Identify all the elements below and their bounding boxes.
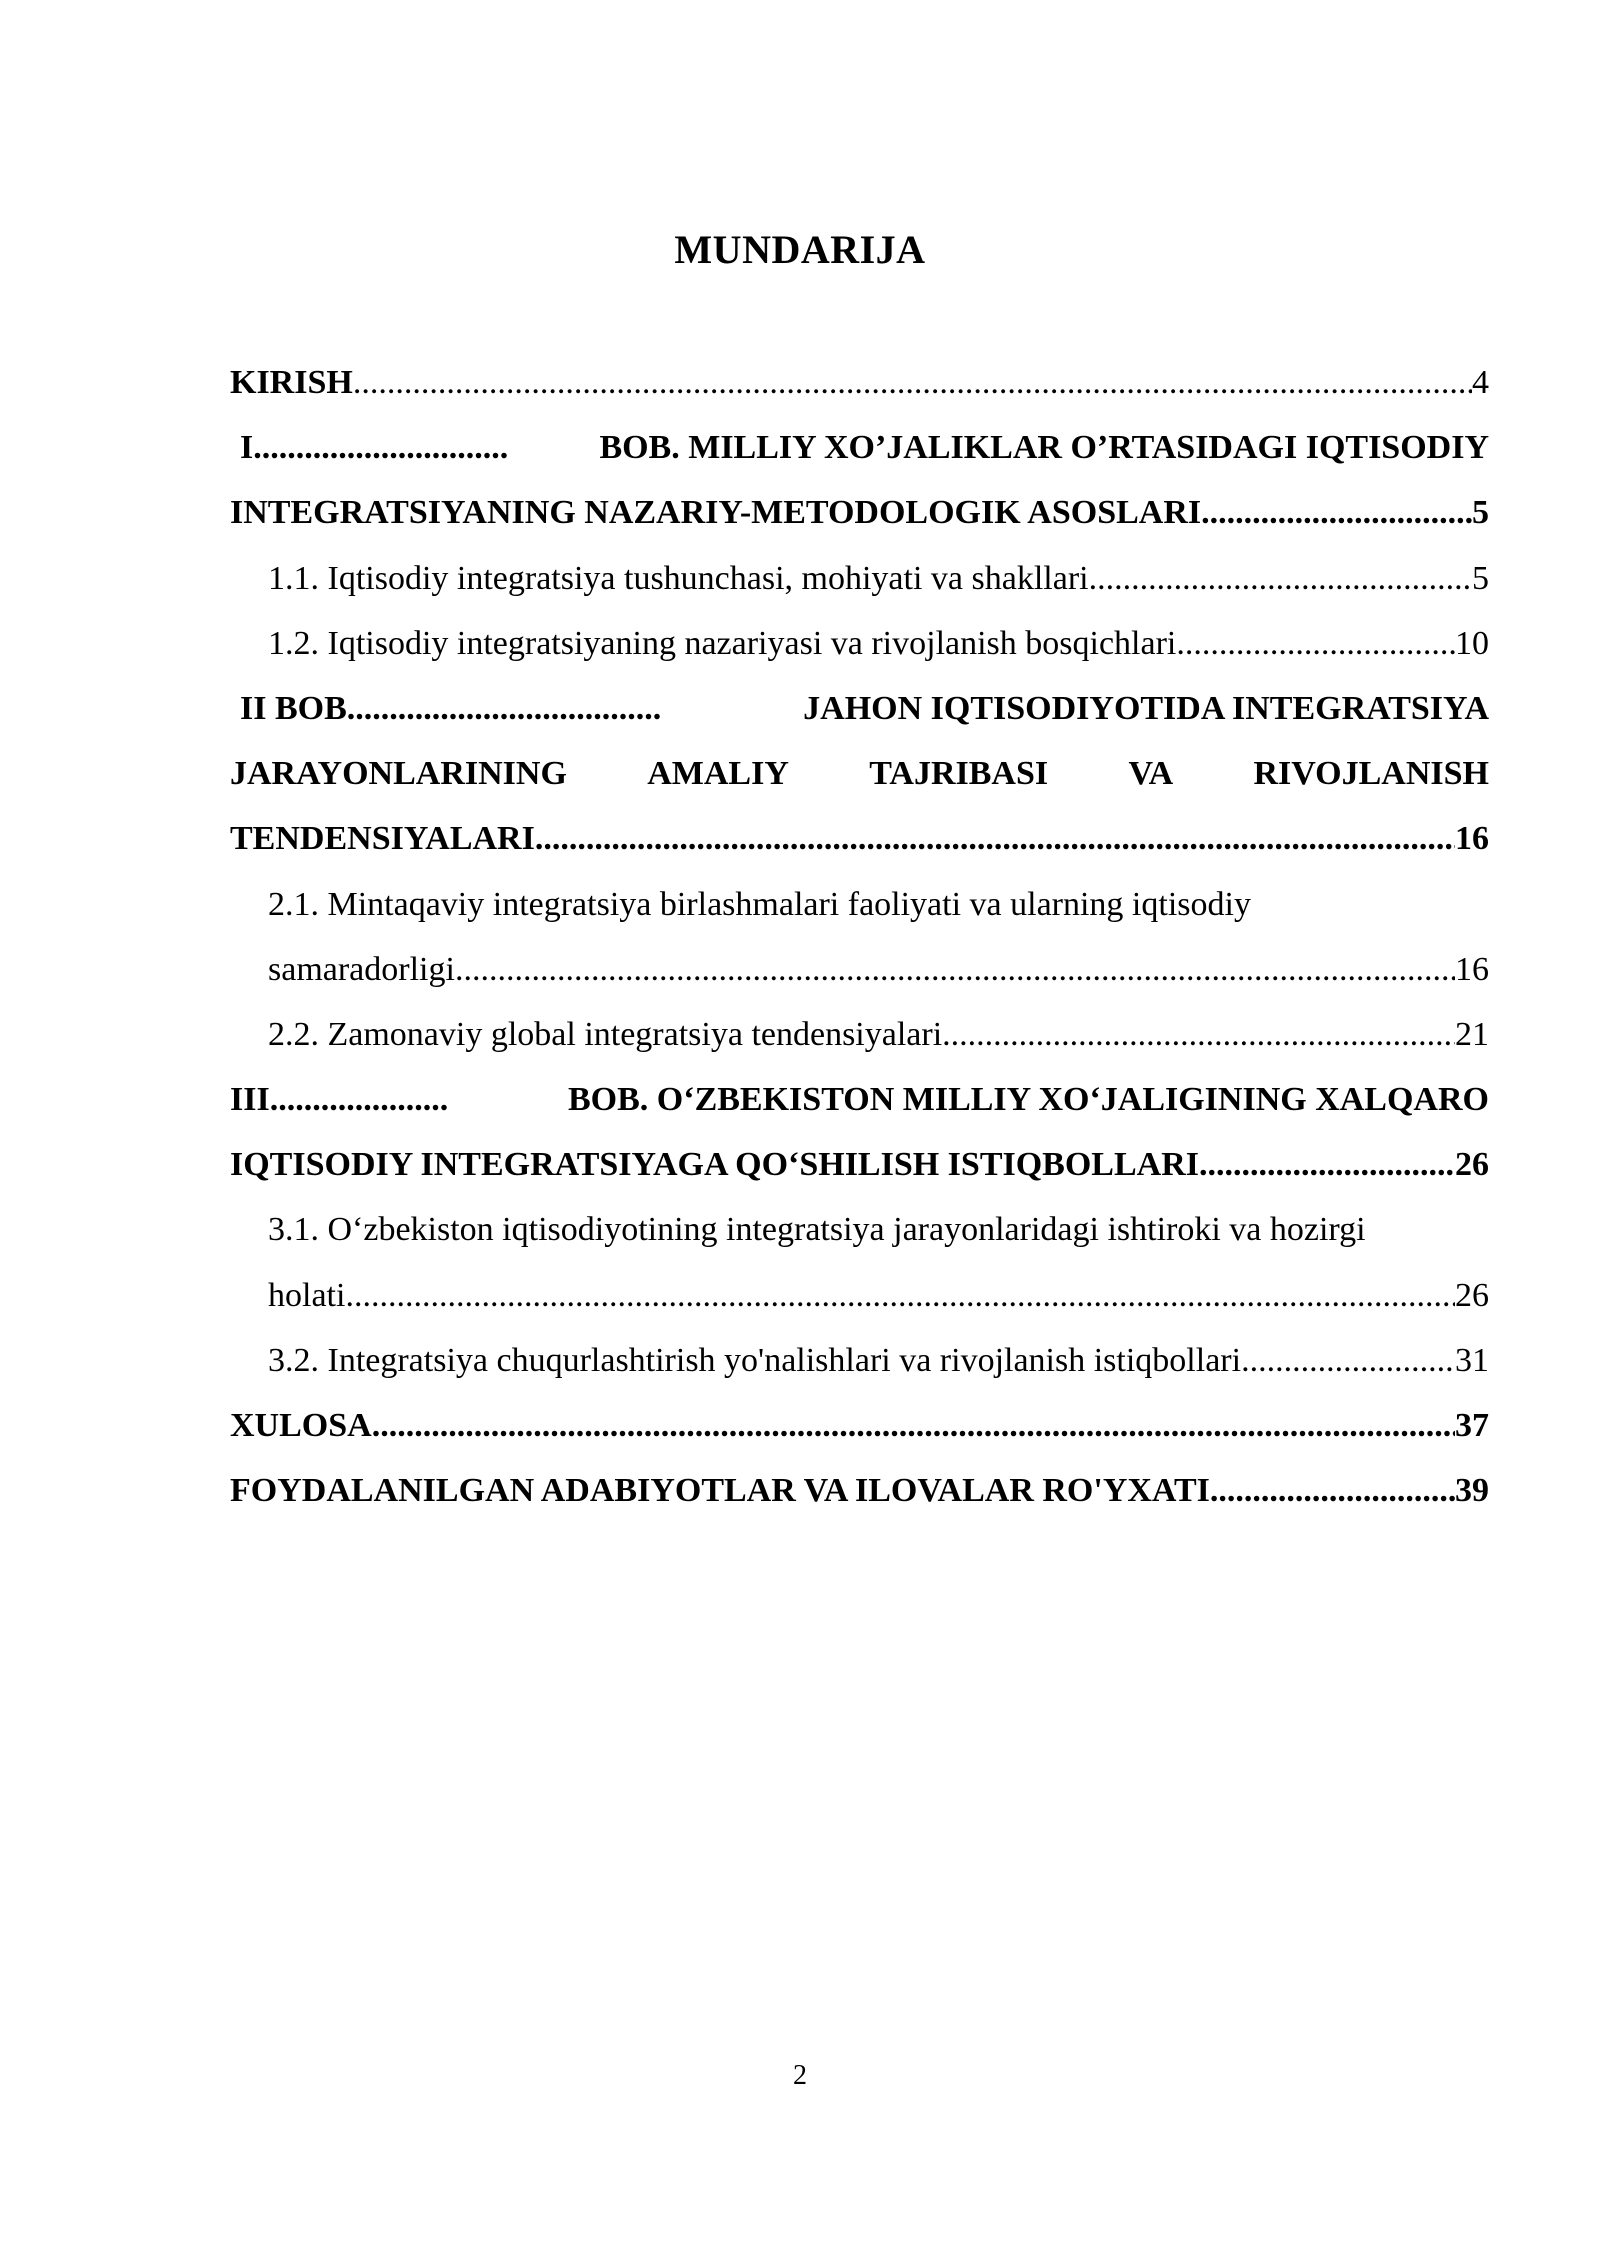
toc-entry-2-1[interactable] xyxy=(230,872,1489,937)
toc-word: AMALIY xyxy=(647,755,789,793)
toc-leader xyxy=(455,937,1455,1002)
toc-label: 2.1. Mintaqaviy integratsiya birlashmalari faoliyati va ularning iqtisodiy xyxy=(268,885,1251,923)
toc-entry-1-2[interactable] xyxy=(230,611,1489,676)
toc-entry-2-1-cont[interactable] xyxy=(230,937,1489,1002)
toc-chapter-number: I. xyxy=(240,429,262,467)
toc-entry-chapter-3-cont[interactable] xyxy=(230,1132,1489,1197)
toc-page: 37 xyxy=(1455,1407,1489,1444)
toc-leader xyxy=(1241,1328,1455,1393)
toc-word: TAJRIBASI xyxy=(869,755,1049,793)
toc-page: 39 xyxy=(1455,1472,1489,1510)
page-number: 2 xyxy=(793,2060,807,2091)
toc-leader xyxy=(1089,546,1472,611)
toc-entry-3-2[interactable] xyxy=(230,1328,1489,1393)
table-of-contents xyxy=(230,350,1489,1523)
toc-entry-3-1[interactable] xyxy=(230,1197,1489,1262)
toc-leader xyxy=(1199,1132,1455,1197)
toc-chapter-title: JAHON IQTISODIYOTIDA INTEGRATSIYA xyxy=(803,689,1489,727)
toc-label: FOYDALANILGAN ADABIYOTLAR VA ILOVALAR RO'YXATI xyxy=(230,1472,1210,1510)
toc-page: 16 xyxy=(1455,820,1489,858)
toc-leader xyxy=(942,1002,1455,1067)
toc-leader xyxy=(270,1067,448,1132)
toc-entry-chapter-2[interactable] xyxy=(230,676,1489,741)
toc-page: 21 xyxy=(1455,1015,1489,1053)
toc-entry-xulosa[interactable] xyxy=(230,1393,1489,1458)
toc-leader xyxy=(1210,1458,1455,1523)
toc-entry-chapter-1[interactable] xyxy=(230,415,1489,480)
toc-chapter-title-cont: INTEGRATSIYANING NAZARIY-METODOLOGIK ASOSLARI xyxy=(230,494,1202,532)
toc-entry-1-1[interactable] xyxy=(230,546,1489,611)
toc-chapter-title-cont: TENDENSIYALARI xyxy=(230,820,535,858)
toc-label-cont: holati xyxy=(268,1276,346,1314)
toc-leader xyxy=(372,1393,1455,1458)
toc-label: 3.2. Integratsiya chuqurlashtirish yo'nalishlari va rivojlanish istiqbollari xyxy=(268,1341,1242,1379)
toc-chapter-number: III xyxy=(230,1081,270,1119)
toc-label: 1.2. Iqtisodiy integratsiyaning nazariyasi va rivojlanish bosqichlari xyxy=(268,624,1177,662)
toc-page: 10 xyxy=(1455,624,1489,662)
toc-entry-adabiyotlar[interactable] xyxy=(230,1458,1489,1523)
toc-label: 2.2. Zamonaviy global integratsiya tendensiyalari xyxy=(268,1015,943,1053)
toc-chapter-title-cont: IQTISODIY INTEGRATSIYAGA QO‘SHILISH ISTIQBOLLARI xyxy=(230,1146,1199,1184)
toc-entry-chapter-1-cont[interactable] xyxy=(230,480,1489,545)
toc-page: 26 xyxy=(1455,1146,1489,1184)
toc-entry-3-1-cont[interactable] xyxy=(230,1263,1489,1328)
toc-page: 5 xyxy=(1472,559,1489,597)
toc-chapter-title: BOB. O‘ZBEKISTON MILLIY XO‘JALIGINING XALQARO xyxy=(568,1081,1489,1119)
toc-label: XULOSA xyxy=(230,1407,372,1444)
toc-chapter-number: II BOB xyxy=(240,689,347,727)
toc-leader xyxy=(1201,480,1472,545)
toc-leader xyxy=(347,676,662,741)
toc-entry-chapter-2-cont[interactable] xyxy=(230,741,1489,806)
toc-entry-chapter-3[interactable] xyxy=(230,1067,1489,1132)
toc-page: 31 xyxy=(1455,1341,1489,1379)
toc-page: 26 xyxy=(1455,1276,1489,1314)
toc-page: 4 xyxy=(1472,364,1489,401)
toc-label: 1.1. Iqtisodiy integratsiya tushunchasi, mohiyati va shakllari xyxy=(268,559,1089,597)
page-title: MUNDARIJA xyxy=(674,227,926,272)
toc-label: KIRISH xyxy=(230,364,353,401)
toc-leader xyxy=(353,350,1472,415)
toc-leader xyxy=(1176,611,1455,676)
toc-entry-chapter-2-end[interactable] xyxy=(230,806,1489,871)
toc-page: 16 xyxy=(1455,950,1489,988)
toc-word: RIVOJLANISH xyxy=(1253,755,1489,793)
toc-word: VA xyxy=(1128,755,1174,793)
toc-leader xyxy=(535,806,1455,871)
toc-leader xyxy=(262,415,508,480)
toc-chapter-title: BOB. MILLIY XO’JALIKLAR O’RTASIDAGI IQTISODIY xyxy=(599,429,1489,467)
toc-word: JARAYONLARINING xyxy=(230,755,567,793)
toc-entry-kirish[interactable] xyxy=(230,350,1489,415)
toc-label-cont: samaradorligi xyxy=(268,950,455,988)
toc-entry-2-2[interactable] xyxy=(230,1002,1489,1067)
toc-label: 3.1. O‘zbekiston iqtisodiyotining integratsiya jarayonlaridagi ishtiroki va hozirgi xyxy=(268,1211,1366,1249)
toc-leader xyxy=(345,1263,1455,1328)
toc-page: 5 xyxy=(1472,494,1489,532)
